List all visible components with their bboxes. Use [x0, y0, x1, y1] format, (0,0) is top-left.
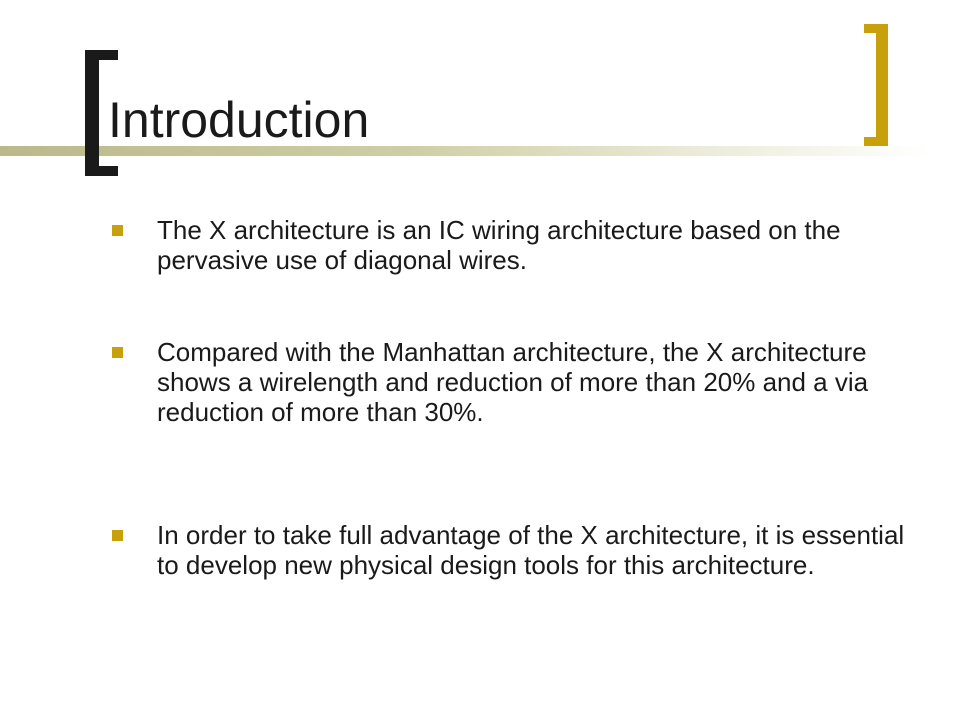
bullet-text: In order to take full advantage of the X architecture, it is essential to develop new physical design tools for this architecture.: [157, 520, 905, 580]
slide-title: Introduction: [108, 92, 370, 148]
right-bracket-bottom-serif: [864, 137, 888, 146]
left-bracket-decoration: [85, 50, 99, 176]
square-bullet-icon: [112, 530, 123, 541]
right-bracket-decoration: [876, 24, 888, 146]
bullet-text: Compared with the Manhattan architecture, the X architecture shows a wirelength and reduction of more than 20% and a via reduction of more than 30%.: [157, 337, 869, 427]
square-bullet-icon: [112, 225, 123, 236]
left-bracket-top-serif: [85, 50, 118, 60]
left-bracket-bottom-serif: [85, 166, 118, 176]
square-bullet-icon: [112, 347, 123, 358]
bullet-text: The X architecture is an IC wiring architecture based on the pervasive use of diagonal wires.: [157, 215, 841, 275]
right-bracket-top-serif: [864, 24, 888, 33]
